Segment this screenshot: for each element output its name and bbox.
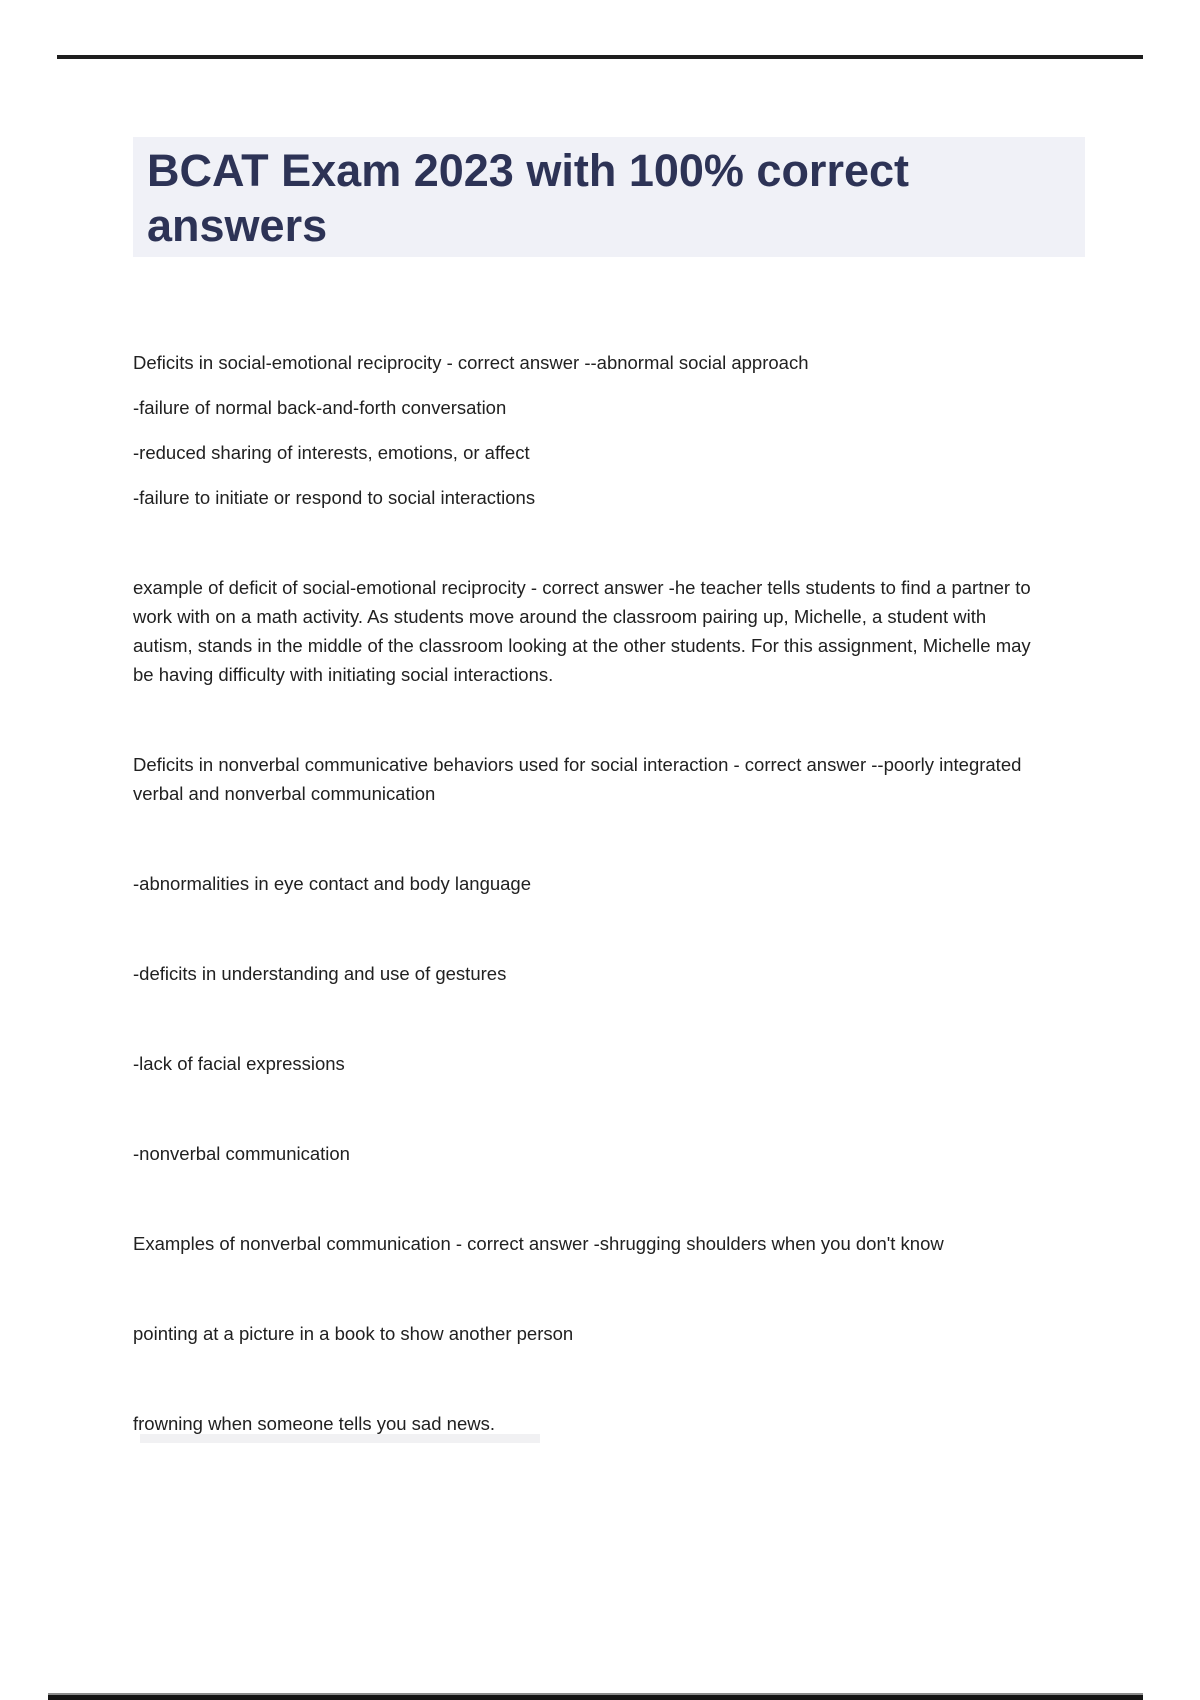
- document-body: [133, 348, 1038, 1454]
- paragraph: -lack of facial expressions: [133, 1053, 345, 1074]
- paragraph: Examples of nonverbal communication - correct answer -shrugging shoulders when you don't know: [133, 1233, 944, 1254]
- blank-line: [133, 914, 1038, 943]
- blank-line: [133, 1184, 1038, 1213]
- blank-line: [133, 824, 1038, 853]
- paragraph: frowning when someone tells you sad news.: [133, 1413, 495, 1434]
- bottom-rule: [48, 1693, 1143, 1700]
- paragraph: -nonverbal communication: [133, 1143, 350, 1164]
- paragraph: -reduced sharing of interests, emotions, or affect: [133, 442, 530, 463]
- paragraph: -deficits in understanding and use of gestures: [133, 963, 507, 984]
- blank-line: [133, 1364, 1038, 1393]
- paragraph: -abnormalities in eye contact and body language: [133, 873, 532, 894]
- paragraph: pointing at a picture in a book to show another person: [133, 1323, 574, 1344]
- paragraph: example of deficit of social-emotional reciprocity - correct answer -he teacher tells students to find a partner to work with on a math activity. As students move around the classroom pairing up, Michelle, a student with autism, stands in the middle of the classroom looking at the other students. For this assignment, Michelle may be having difficulty with initiating social interactions.: [133, 577, 1031, 685]
- blank-line: [133, 528, 1038, 557]
- paragraph: -failure of normal back-and-forth conversation: [133, 397, 507, 418]
- paragraph: Deficits in nonverbal communicative behaviors used for social interaction - correct answer --poorly integrated verbal and nonverbal communication: [133, 754, 1022, 804]
- blank-line: [133, 1274, 1038, 1303]
- page-title: BCAT Exam 2023 with 100% correct answers: [133, 137, 1085, 257]
- blank-line: [133, 705, 1038, 734]
- paragraph: -failure to initiate or respond to social interactions: [133, 487, 536, 508]
- blank-line: [133, 1004, 1038, 1033]
- top-rule: [57, 55, 1143, 59]
- highlight-artifact: [140, 1434, 540, 1443]
- paragraph: Deficits in social-emotional reciprocity - correct answer --abnormal social approach: [133, 352, 809, 373]
- blank-line: [133, 1094, 1038, 1123]
